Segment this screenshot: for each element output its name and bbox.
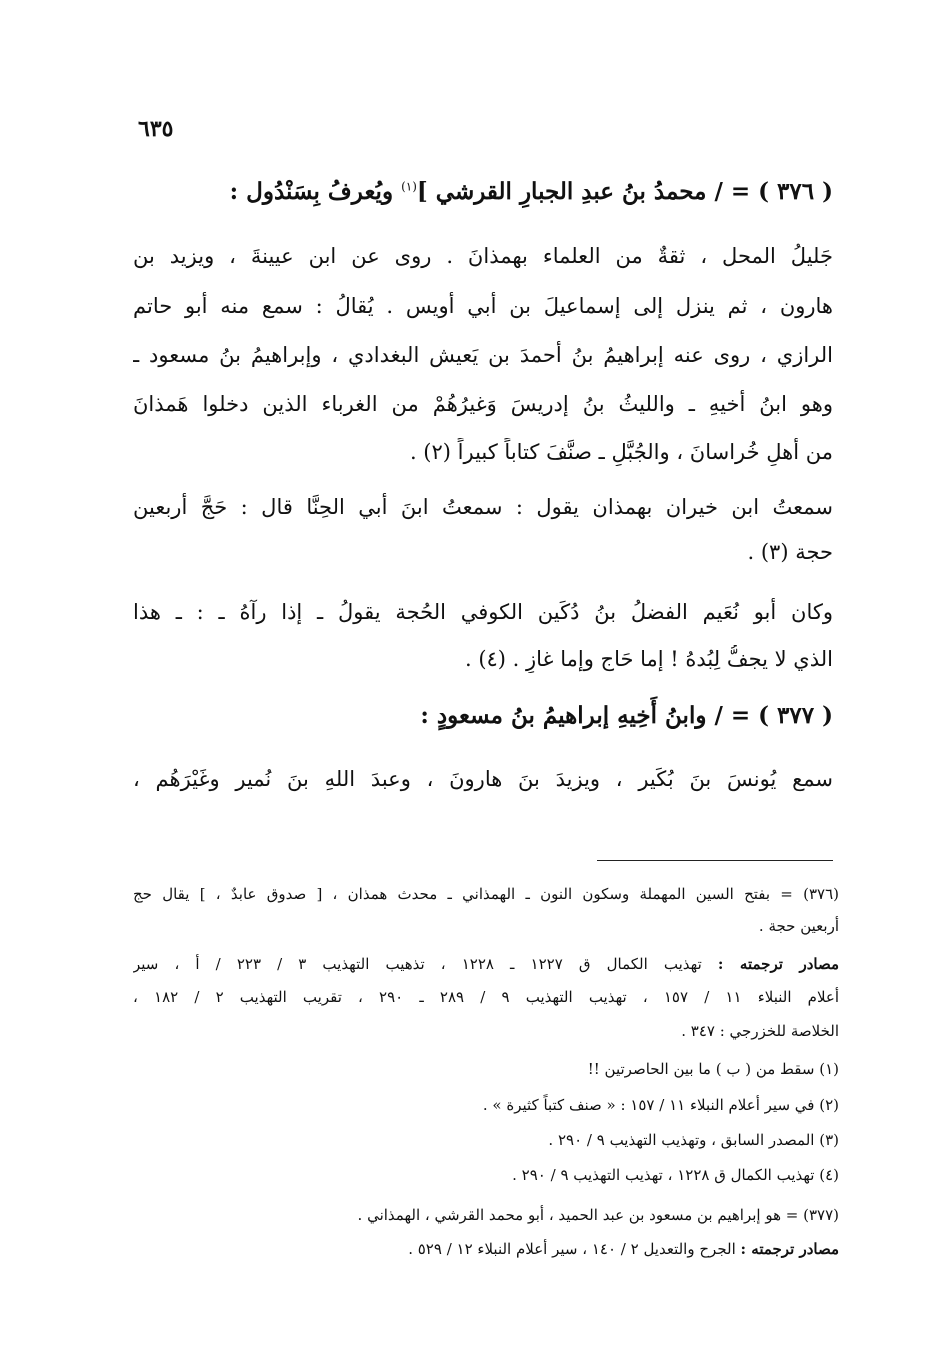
footnote-376-sources-text: تهذيب الكمال ق ١٢٢٧ ـ ١٢٢٨ ، تذهيب التهذيب ٣ / ٢٢٣ / أ ، سير xyxy=(133,955,718,973)
footnote-376-sources-line-2: أعلام النبلاء ١١ / ١٥٧ ، تهذيب التهذيب ٩ / ٢٨٩ ـ ٢٩٠ ، تقريب التهذيب ٢ / ١٨٢ ، xyxy=(133,988,839,1006)
entry-376-line-4: وهو ابنُ أخيهِ ـ والليثُ بنُ إدريسَ وَغيرُهُمْ من الغرباء الذين دخلوا هَمذانَ xyxy=(133,392,833,416)
entry-376-line-3: الرازي ، روى عنه إبراهيمُ بنُ أحمدَ بن يَعيش البغدادي ، وإبراهيمُ بنُ مسعود ـ xyxy=(133,343,833,367)
entry-376-title-text: ( ٣٧٦ ) = / محمدُ بنُ عبدِ الجبارِ القرشي ] xyxy=(416,178,833,205)
page-number: ٦٣٥ xyxy=(138,116,174,142)
footnote-ref-1: (١) xyxy=(401,179,417,194)
entry-377-title: ( ٣٧٧ ) = / وابنُ أَخِيهِ إبراهيمُ بنُ مسعودٍ : xyxy=(420,702,833,729)
footnote-1: (١) سقط من ( ب ) ما بين الحاصرتين !! xyxy=(587,1060,839,1078)
entry-376-title-end: ويُعرفُ بِسَنْدُول : xyxy=(229,178,402,205)
footnote-376-sources-line-1 xyxy=(133,953,839,975)
footnote-377-sources-line xyxy=(133,1238,839,1260)
entry-377-line-1: سمع يُونسَ بنَ بُكَير ، ويزيدَ بنَ هارونَ ، وعبدَ اللهِ بنَ نُمير وغَيْرَهُم ، xyxy=(133,767,833,791)
entry-376-p3-line-1: وكان أبو نُعَيم الفضلُ بنُ دُكَين الكوفي الحُجة يقولُ ـ إذا رآهُ ـ : ـ هذا xyxy=(133,600,833,624)
entry-376-title xyxy=(230,178,833,205)
footnote-376-line-1: (٣٧٦) = بفتح السين المهملة وسكون النون ـ الهمذاني ـ محدث همذان ، [ صدوق عابدٌ ، ] يقال حج xyxy=(133,885,839,903)
footnote-4: (٤) تهذيب الكمال ق ١٢٢٨ ، تهذيب التهذيب ٩ / ٢٩٠ . xyxy=(512,1166,839,1184)
entry-376-p2-line-2: حجة (٣) . xyxy=(747,540,833,564)
entry-376-line-5: من أهلِ خُراسانَ ، والجُبَّلِ ـ صنَّفَ كتاباً كبيراً (٢) . xyxy=(409,440,833,464)
entry-376-line-2: هارون ، ثم ينزل إلى إسماعيلَ بن أبي أُويس . يُقالُ : سمع منه أبو حاتم xyxy=(133,294,833,318)
footnote-377-sources-text: الجرح والتعديل ٢ / ١٤٠ ، سير أعلام النبلاء ١٢ / ٥٢٩ . xyxy=(408,1240,741,1258)
footnote-separator xyxy=(597,860,833,861)
footnote-3: (٣) المصدر السابق ، وتهذيب التهذيب ٩ / ٢٩٠ . xyxy=(548,1131,839,1149)
footnote-2: (٢) في سير أعلام النبلاء ١١ / ١٥٧ : « صنف كتباً كثيرة » . xyxy=(482,1096,839,1114)
footnote-377-sources-label: مصادر ترجمته : xyxy=(740,1240,839,1258)
entry-376-p2-line-1: سمعتُ ابن خيران بهمذان يقول : سمعتُ ابنَ أبي الحِنَّا قال : حَجَّ أربعين xyxy=(133,495,833,519)
footnote-377-line-1: (٣٧٧) = هو إبراهيم بن مسعود بن عبد الحميد ، أبو محمد القرشي ، الهمذاني . xyxy=(357,1206,839,1224)
footnote-376-sources-line-3: الخلاصة للخزرجي : ٣٤٧ . xyxy=(681,1022,839,1040)
entry-376-p3-line-2: الذي لا يجفُّ لِبُدهُ ! إما حَاج وإما غازٍ . (٤) . xyxy=(464,647,833,671)
footnote-376-sources-label: مصادر ترجمته : xyxy=(717,955,839,973)
footnote-376-line-2: أربعين حجة . xyxy=(758,917,839,935)
entry-376-line-1: جَليلُ المحل ، ثقةٌ من العلماء بهمذانَ . روى عن ابن عيينةَ ، ويزيد بن xyxy=(133,244,833,268)
